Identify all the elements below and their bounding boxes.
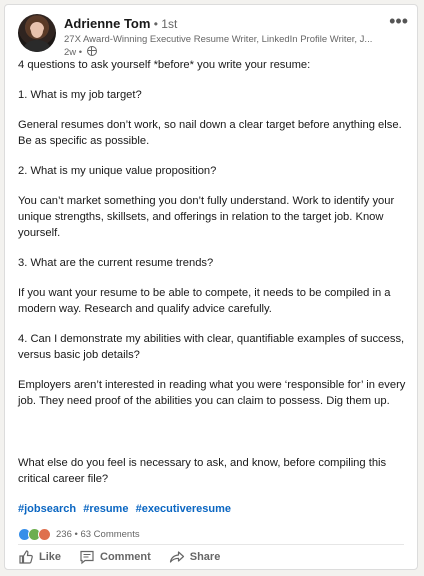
globe-icon bbox=[87, 46, 97, 56]
share-button[interactable] bbox=[169, 549, 221, 565]
post-paragraph: 4 questions to ask yourself *before* you write your resume: bbox=[18, 59, 311, 71]
post-paragraph: General resumes don’t work, so nail down a clear target before anything else. Be as specific as possible. bbox=[18, 119, 402, 147]
comment-button[interactable] bbox=[79, 549, 151, 565]
avatar-shoulder bbox=[24, 40, 50, 52]
social-counts bbox=[18, 528, 140, 541]
post-card bbox=[4, 4, 418, 570]
post-paragraph: Employers aren’t interested in reading what you were ‘responsible for’ in every job. They need proof of the abilities you can claim to possess. Dig them up. bbox=[18, 379, 406, 407]
post-header bbox=[18, 11, 410, 58]
comment-label: Comment bbox=[100, 551, 151, 563]
like-button[interactable] bbox=[18, 549, 61, 565]
author-line bbox=[64, 16, 177, 31]
thumbs-up-icon bbox=[18, 549, 34, 565]
comments-count[interactable]: • 63 Comments bbox=[74, 529, 140, 540]
post-paragraph: You can’t market something you don’t fully understand. Work to identify your unique strengths, skillsets, and offerings in relation to the target job. Know yourself. bbox=[18, 195, 395, 239]
comment-icon bbox=[79, 549, 95, 565]
post-paragraph: 4. Can I demonstrate my abilities with clear, quantifiable examples of success, versus basic job details? bbox=[18, 333, 405, 361]
post-paragraph: 2. What is my unique value proposition? bbox=[18, 165, 217, 177]
post-paragraph: What else do you feel is necessary to ask, and know, before compiling this critical career file? bbox=[18, 457, 387, 485]
more-icon[interactable]: ••• bbox=[389, 11, 408, 31]
avatar-face bbox=[31, 23, 43, 38]
avatar[interactable] bbox=[18, 14, 56, 52]
hashtag-link[interactable]: #resume bbox=[83, 503, 129, 515]
action-bar bbox=[18, 549, 220, 565]
hashtag-link[interactable]: #executiveresume bbox=[135, 503, 231, 515]
divider bbox=[18, 544, 404, 545]
post-paragraph: If you want your resume to be able to compete, it needs to be compiled in a modern way. Research and qualify advice carefully. bbox=[18, 287, 391, 315]
post-time: 2w • bbox=[64, 47, 83, 58]
post-paragraph: 1. What is my job target? bbox=[18, 89, 142, 101]
share-label: Share bbox=[189, 551, 221, 563]
love-reaction-icon[interactable] bbox=[38, 528, 51, 541]
post-paragraph: 3. What are the current resume trends? bbox=[18, 257, 214, 269]
reactions-count[interactable]: 236 bbox=[56, 529, 72, 540]
hashtag-list bbox=[18, 501, 408, 517]
post-text bbox=[18, 57, 408, 517]
author-headline: 27X Award-Winning Executive Resume Writer, LinkedIn Profile Writer, J... bbox=[64, 34, 373, 45]
like-label: Like bbox=[39, 551, 62, 563]
author-name[interactable]: Adrienne Tom bbox=[64, 16, 151, 31]
connection-degree: • 1st bbox=[150, 17, 178, 31]
hashtag-link[interactable]: #jobsearch bbox=[18, 503, 77, 515]
share-icon bbox=[169, 549, 185, 565]
